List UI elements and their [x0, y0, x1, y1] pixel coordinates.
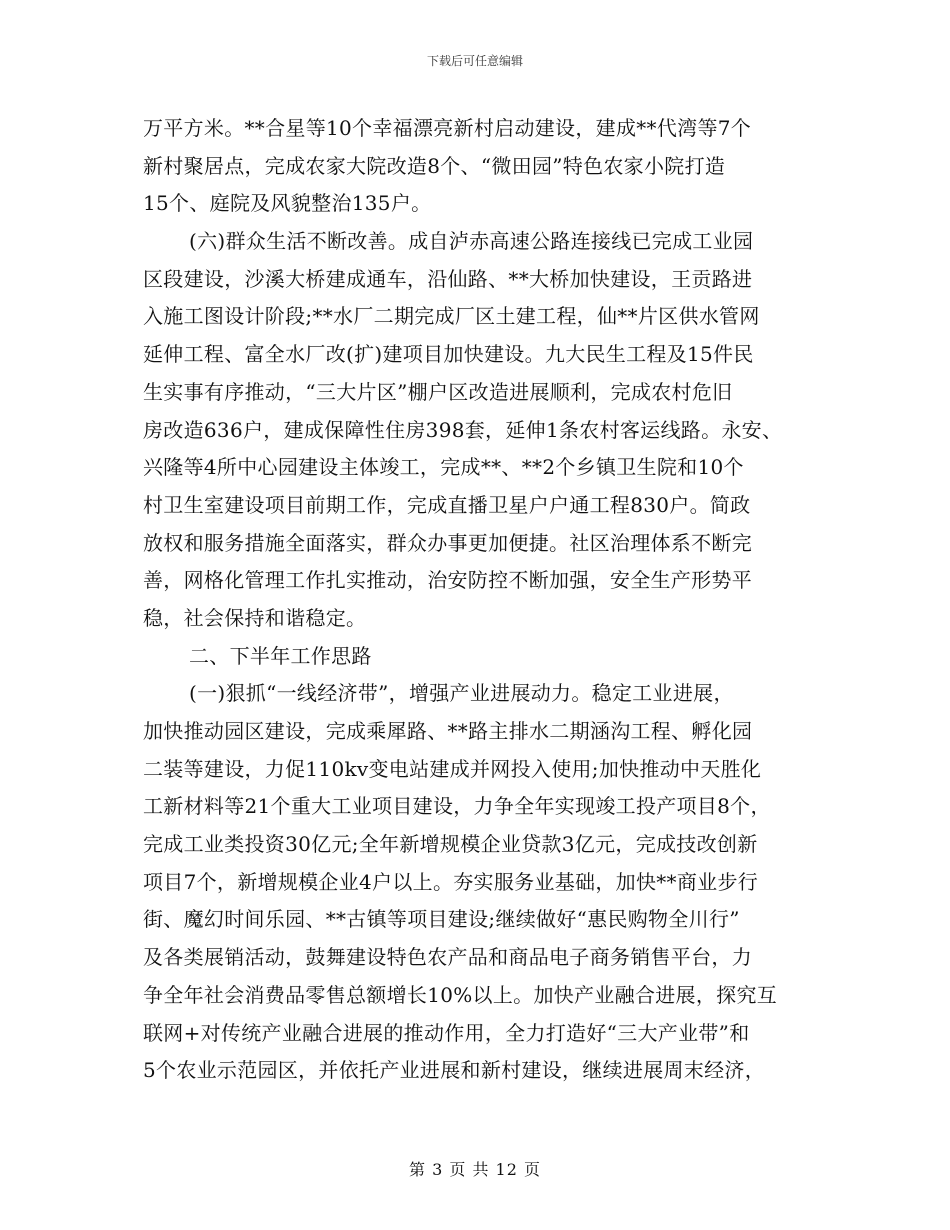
- text-line: 延伸工程、富全水厂改(扩)建项目加快建设。九大民生工程及15件民: [143, 342, 754, 367]
- text-line: 5个农业示范园区，并依托产业进展和新村建设，继续进展周末经济，: [143, 1058, 766, 1083]
- text-line: 兴隆等4所中心园建设主体竣工，完成**、**2个乡镇卫生院和10个: [143, 455, 744, 480]
- text-line: 村卫生室建设项目前期工作，完成直播卫星户户通工程830户。简政: [143, 492, 751, 517]
- text-line: 二装等建设，力促110kv变电站建成并网投入使用;加快推动中天胜化: [143, 756, 762, 781]
- page-header: 下载后可任意编辑: [426, 54, 523, 68]
- text-line: 新村聚居点，完成农家大院改造8个、“微田园”特色农家小院打造: [143, 153, 726, 178]
- text-line: 15个、庭院及风貌整治135户。: [143, 191, 432, 216]
- section-heading: 二、下半年工作思路: [189, 643, 372, 668]
- text-line: 项目7个，新增规模企业4户以上。夯实服务业基础，加快**商业步行: [143, 869, 759, 894]
- page-footer: 第 3 页 共 12 页: [409, 1160, 541, 1179]
- text-line: 万平方米。**合星等10个幸福漂亮新村启动建设，建成**代湾等7个: [143, 116, 752, 140]
- text-line: 区段建设，沙溪大桥建成通车，沿仙路、**大桥加快建设，王贡路进: [143, 266, 753, 291]
- text-line: 入施工图设计阶段;**水厂二期完成厂区土建工程，仙**片区供水管网: [143, 304, 760, 329]
- text-line: 及各类展销活动，鼓舞建设特色农产品和商品电子商务销售平台，力: [143, 945, 752, 970]
- text-line: 联网+对传统产业融合进展的推动作用，全力打造好“三大产业带”和: [143, 1020, 750, 1045]
- text-line: 稳，社会保持和谐稳定。: [143, 605, 367, 630]
- text-line: 完成工业类投资30亿元;全年新增规模企业贷款3亿元，完成技改创新: [143, 832, 758, 857]
- text-line: 生实事有序推动，“三大片区”棚户区改造进展顺利，完成农村危旧: [143, 379, 733, 404]
- text-line: 加快推动园区建设，完成乘犀路、**路主排水二期涵沟工程、孵化园: [143, 719, 753, 743]
- text-line: 善，网格化管理工作扎实推动，治安防控不断加强，安全生产形势平: [143, 568, 752, 593]
- text-line: 工新材料等21个重大工业项目建设，力争全年实现竣工投产项目8个，: [143, 794, 771, 819]
- text-line: 街、魔幻时间乐园、**古镇等项目建设;继续做好“惠民购物全川行”: [143, 907, 740, 932]
- document-body: [143, 110, 823, 1090]
- paragraph-start-line: (一)狠抓“一线经济带”，增强产业进展动力。稳定工业进展，: [189, 681, 734, 706]
- text-line: 房改造636户，建成保障性住房398套，延伸1条农村客运线路。永安、: [143, 417, 783, 442]
- paragraph-start-line: (六)群众生活不断改善。成自泸赤高速公路连接线已完成工业园: [189, 229, 754, 254]
- text-line: 争全年社会消费品零售总额增长10%以上。加快产业融合进展，探究互: [143, 982, 778, 1007]
- text-line: 放权和服务措施全面落实，群众办事更加便捷。社区治理体系不断完: [143, 530, 752, 555]
